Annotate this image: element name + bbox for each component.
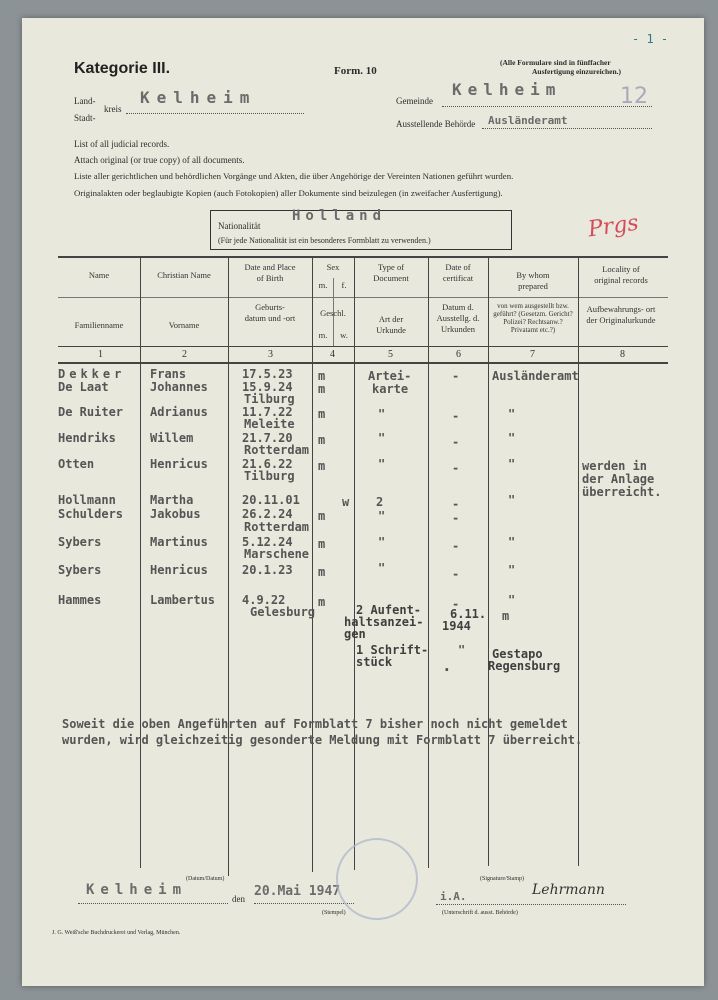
row-6-by: " xyxy=(508,493,516,507)
row-6-doc: 2 xyxy=(376,495,384,509)
row-4-sex: m xyxy=(318,433,326,447)
row-7-doc: " xyxy=(378,509,386,523)
row-8-birth2: Marschene xyxy=(244,547,310,561)
form-note-1: (Alle Formulare sind in fünffacher xyxy=(500,58,611,67)
col-6-num: 6 xyxy=(456,349,461,360)
col-line-2 xyxy=(228,256,229,876)
row-7-sex: m xyxy=(318,509,326,523)
row-5-sex: m xyxy=(318,459,326,473)
nationality-label: Nationalität xyxy=(218,221,261,231)
row-7-first: Jakobus xyxy=(150,507,201,521)
col-line-5 xyxy=(428,256,429,868)
col-line-3 xyxy=(312,256,313,872)
row-4-birth2: Rotterdam xyxy=(244,443,310,457)
col-2-de: Vorname xyxy=(168,320,200,330)
row-4-by: " xyxy=(508,431,516,445)
col-4-en: Sex xyxy=(326,262,340,272)
instruction-4: Originalakten oder beglaubigte Kopien (auch Fotokopien) aller Dokumente sind beizulegen (in zweifacher Ausfertigung). xyxy=(74,188,503,198)
row-2-first: Johannes xyxy=(150,380,208,394)
printer-imprint: J. G. Weiß'sche Buchdruckerei und Verlag, München. xyxy=(52,930,181,936)
extra-doc-5: stück xyxy=(356,655,393,669)
extra-doc-3: gen xyxy=(344,627,366,641)
kreis-value: Kelheim xyxy=(140,88,257,107)
col-8-de: Aufbewahrungs- ort der Originalurkunde xyxy=(586,304,656,325)
row-8-date: - xyxy=(452,539,460,553)
col-5-de: Art der Urkunde xyxy=(376,314,406,335)
row-6-name: Hollmann xyxy=(58,493,116,507)
col-4-sub-f: f. xyxy=(341,280,347,290)
col-line-4 xyxy=(354,256,355,870)
row-6-date: - xyxy=(452,497,460,511)
col-7-num: 7 xyxy=(530,349,535,360)
row-7-date: - xyxy=(452,511,460,525)
row-9-first: Henricus xyxy=(150,563,208,577)
instruction-3: Liste aller gerichtlichen und behördlichen Vorgänge und Akten, die über Angehörige der Vereinten Nationen geführt wurden. xyxy=(74,171,514,181)
signature: Lehrmann xyxy=(532,882,605,898)
extra-doc-1: 2 Aufent- xyxy=(356,603,422,617)
extra-dot: . xyxy=(442,656,452,675)
col-1-en: Name xyxy=(88,270,110,280)
row-3-birth: 11.7.22 xyxy=(242,405,293,419)
col-7-de: von wem ausgestellt bzw. geführt? (Gesetzm. Gericht? Polizei? Rechtsanw.? Privatamt etc.?) xyxy=(493,302,573,334)
row-8-sex: m xyxy=(318,537,326,551)
row-1-date: - xyxy=(452,369,460,383)
table-number-row-top xyxy=(58,346,668,347)
row-9-doc: " xyxy=(378,561,386,575)
row-10-birth2: Gelesburg xyxy=(250,605,316,619)
col-2-num: 2 xyxy=(182,349,187,360)
col-4-de-m: m. xyxy=(318,330,328,340)
row-7-name: Schulders xyxy=(58,507,124,521)
row-2-name: De Laat xyxy=(58,380,109,394)
col-2-en: Christian Name xyxy=(157,270,211,280)
row-2-sex: m xyxy=(318,382,326,396)
row-7-birth: 26.2.24 xyxy=(242,507,293,521)
col-5-en: Type of Document xyxy=(373,262,409,283)
row-9-sex: m xyxy=(318,565,326,579)
locality-note-1: werden in xyxy=(582,459,648,473)
col-line-7 xyxy=(578,256,579,866)
row-7-birth2: Rotterdam xyxy=(244,520,310,534)
bottom-note-2: wurden, wird gleichzeitig gesonderte Meldung mit Formblatt 7 überreicht. xyxy=(62,733,583,747)
extra-date-1: 6.11. xyxy=(450,607,487,621)
col-1-num: 1 xyxy=(98,349,103,360)
row-3-first: Adrianus xyxy=(150,405,208,419)
row-10-birth: 4.9.22 xyxy=(242,593,286,607)
footer-place: Kelheim xyxy=(86,882,188,898)
behoerde-underline xyxy=(482,128,652,129)
official-stamp xyxy=(336,838,418,920)
row-1-first: Frans xyxy=(150,367,187,381)
locality-note-3: überreicht. xyxy=(582,485,662,499)
gemeinde-underline xyxy=(442,106,652,107)
footer-den: den xyxy=(232,894,245,904)
row-5-birth2: Tilburg xyxy=(244,469,295,483)
behoerde-label: Ausstellende Behörde xyxy=(396,119,476,129)
extra-by-1: Gestapo xyxy=(492,647,543,661)
form-number: Form. 10 xyxy=(334,65,377,77)
row-6-first: Martha xyxy=(150,493,194,507)
row-5-first: Henricus xyxy=(150,457,208,471)
row-8-first: Martinus xyxy=(150,535,208,549)
row-4-first: Willem xyxy=(150,431,194,445)
col-4-sub-m: m. xyxy=(318,280,328,290)
footer-date-underline xyxy=(254,903,354,904)
row-1-name: Dekker xyxy=(58,367,126,381)
row-10-name: Hammes xyxy=(58,593,102,607)
col-3-de: Geburts- datum und -ort xyxy=(244,302,296,323)
category-title: Kategorie III. xyxy=(74,60,171,77)
footer-place-underline xyxy=(78,903,228,904)
signature-caption: (Unterschrift d. ausst. Behörde) xyxy=(442,910,518,916)
behoerde-value: Ausländeramt xyxy=(488,114,568,127)
row-1-by: Ausländeramt xyxy=(492,369,579,383)
col-5-num: 5 xyxy=(388,349,393,360)
col-4-de: Geschl. xyxy=(320,308,346,318)
row-6-birth: 20.11.01 xyxy=(242,493,300,507)
extra-by-2: Regensburg xyxy=(488,659,561,673)
row-5-by: " xyxy=(508,457,516,471)
extra-m: m xyxy=(502,609,510,623)
col-6-de: Datum d. Ausstellg. d. Urkunden xyxy=(436,302,480,334)
row-1-doc: Artei- xyxy=(368,369,412,383)
row-2-doc: karte xyxy=(372,382,409,396)
footer-date: 20.Mai 1947 xyxy=(254,884,341,899)
col-7-en: By whom prepared xyxy=(516,270,550,291)
row-2-birth: 15.9.24 xyxy=(242,380,293,394)
row-4-name: Hendriks xyxy=(58,431,116,445)
kreis-underline xyxy=(126,113,304,114)
extra-doc-2: haltsanzei- xyxy=(344,615,424,629)
nationality-note: (Für jede Nationalität ist ein besonderes Formblatt zu verwenden.) xyxy=(218,236,431,245)
row-3-name: De Ruiter xyxy=(58,405,124,419)
extra-doc-4: 1 Schrift- xyxy=(356,643,429,657)
row-6-sex: w xyxy=(342,495,350,509)
row-4-birth: 21.7.20 xyxy=(242,431,293,445)
row-5-date: - xyxy=(452,461,460,475)
row-8-name: Sybers xyxy=(58,535,102,549)
bottom-note-1: Soweit die oben Angeführten auf Formblatt 7 bisher noch nicht gemeldet xyxy=(62,717,568,731)
table-header-bottom xyxy=(58,362,668,364)
form-note-2: Ausfertigung einzureichen.) xyxy=(532,67,622,76)
row-8-by: " xyxy=(508,535,516,549)
gemeinde-value: Kelheim xyxy=(452,80,562,99)
row-3-birth2: Meleite xyxy=(244,417,295,431)
row-9-date: - xyxy=(452,567,460,581)
col-4-de-w: w. xyxy=(340,330,348,340)
instruction-2: Attach original (or true copy) of all documents. xyxy=(74,155,245,165)
col-line-1 xyxy=(140,256,141,868)
kreis-label: kreis xyxy=(104,104,122,114)
col-8-num: 8 xyxy=(620,349,625,360)
row-1-sex: m xyxy=(318,369,326,383)
row-5-name: Otten xyxy=(58,457,95,471)
gemeinde-number: 12 xyxy=(620,84,648,109)
col-line-6 xyxy=(488,256,489,866)
form-sheet xyxy=(22,18,704,986)
stadt-label: Stadt- xyxy=(74,113,96,123)
row-8-doc: " xyxy=(378,535,386,549)
row-3-by: " xyxy=(508,407,516,421)
page-mark: - 1 - xyxy=(632,32,669,46)
gemeinde-label: Gemeinde xyxy=(396,96,433,106)
instruction-1: List of all judicial records. xyxy=(74,139,170,149)
land-label: Land- xyxy=(74,96,96,106)
col-4-num: 4 xyxy=(330,349,335,360)
row-10-by: " xyxy=(508,593,516,607)
row-2-birth2: Tilburg xyxy=(244,392,295,406)
footer-ia: i.A. xyxy=(440,890,467,903)
row-5-doc: " xyxy=(378,457,386,471)
col-3-en: Date and Place of Birth xyxy=(244,262,296,283)
nationality-value: Holland xyxy=(292,208,387,224)
row-8-birth: 5.12.24 xyxy=(242,535,293,549)
col-6-en: Date of certificat xyxy=(442,262,474,283)
row-10-sex: m xyxy=(318,595,326,609)
row-4-doc: " xyxy=(378,431,386,445)
col-3-num: 3 xyxy=(268,349,273,360)
table-top-border xyxy=(58,256,668,258)
row-4-date: - xyxy=(452,435,460,449)
extra-quote: " xyxy=(458,643,466,657)
row-3-date: - xyxy=(452,409,460,423)
signature-label: (Signature/Stamp) xyxy=(480,876,524,882)
row-9-by: " xyxy=(508,563,516,577)
row-9-birth: 20.1.23 xyxy=(242,563,293,577)
row-1-birth: 17.5.23 xyxy=(242,367,293,381)
row-3-doc: " xyxy=(378,407,386,421)
red-stamp: Prgs xyxy=(586,210,641,243)
col-1-de: Familienname xyxy=(74,320,124,330)
table-header-divider xyxy=(58,297,668,298)
row-10-date: - xyxy=(452,597,460,611)
row-3-sex: m xyxy=(318,407,326,421)
date-label: (Datum/Datum) xyxy=(186,876,225,882)
row-5-birth: 21.6.22 xyxy=(242,457,293,471)
col-8-en: Locality of original records xyxy=(594,264,648,285)
row-9-name: Sybers xyxy=(58,563,102,577)
locality-note-2: der Anlage xyxy=(582,472,655,486)
extra-date-2: 1944 xyxy=(442,619,471,633)
signature-underline xyxy=(436,904,626,905)
stempel-label: (Stempel) xyxy=(322,910,346,916)
row-10-first: Lambertus xyxy=(150,593,216,607)
